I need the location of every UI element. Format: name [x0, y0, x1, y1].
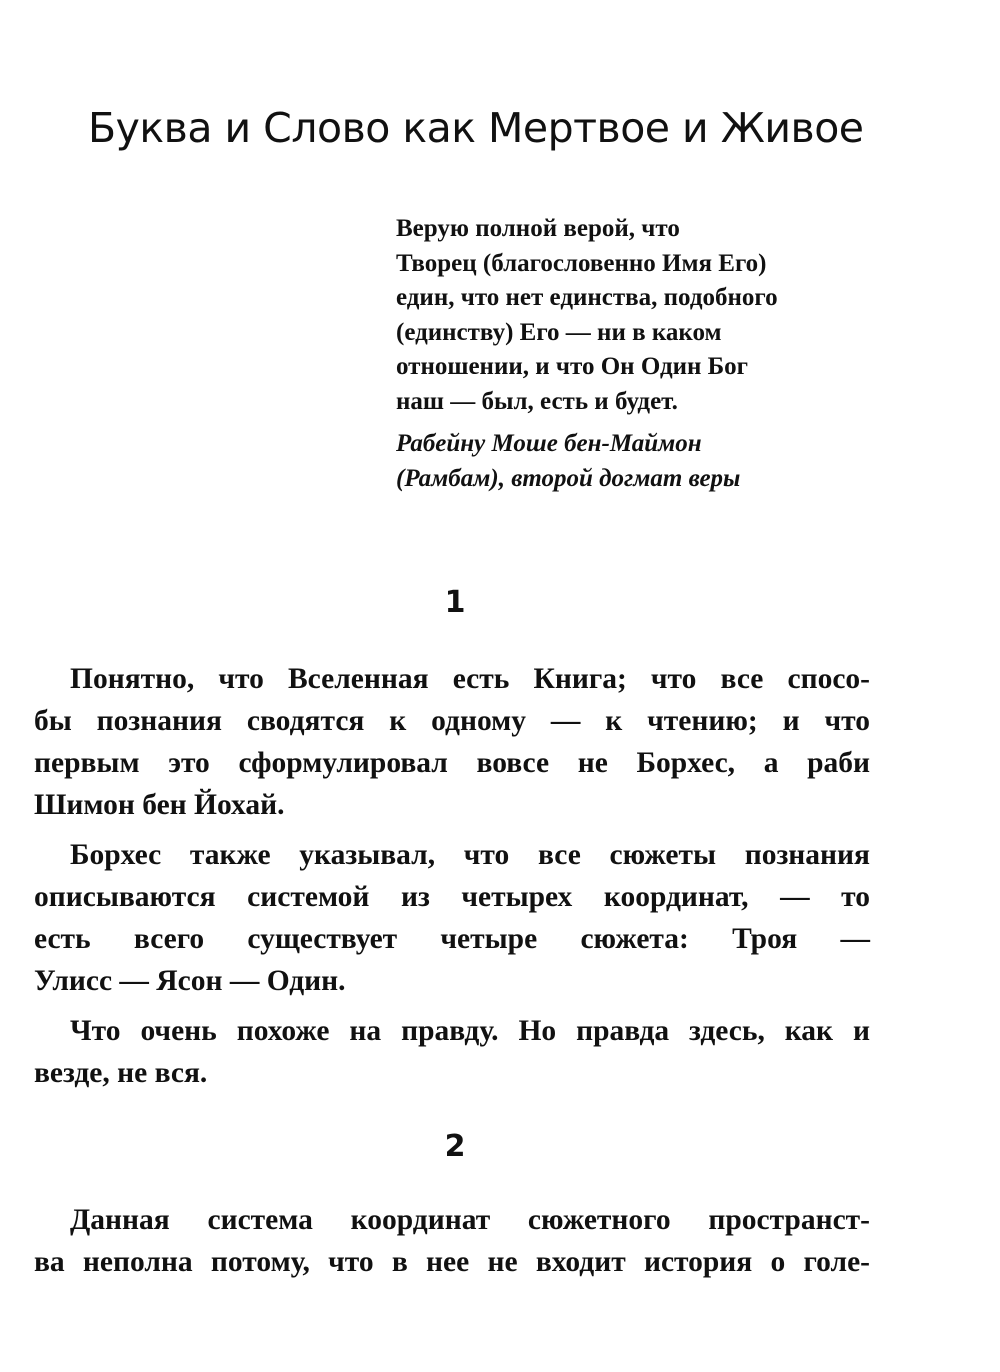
- text-line: Улисс — Ясон — Один.: [34, 965, 346, 997]
- epigraph-line: (единству) Его — ни в каком: [396, 318, 722, 346]
- chapter-title: Буква и Слово как Мертвое и Живое: [88, 104, 864, 152]
- epigraph: [396, 212, 866, 496]
- text-line: Борхес также указывал, что все сюжеты познания: [70, 839, 870, 871]
- epigraph-line: наш — был, есть и будет.: [396, 387, 678, 415]
- text-line: Данная система координат сюжетного пространст-: [70, 1204, 870, 1236]
- epigraph-line: Верую полной верой, что: [396, 215, 680, 242]
- section-number: 1: [444, 585, 466, 620]
- section-body: [34, 1199, 870, 1283]
- attribution-line: Рабейну Моше бен-Маймон: [396, 430, 702, 457]
- attribution-line: (Рамбам), второй догмат веры: [396, 464, 741, 492]
- epigraph-line: един, что нет единства, подобного: [396, 284, 778, 311]
- epigraph-line: отношении, и что Он Один Бог: [396, 353, 749, 380]
- text-line: ва неполна потому, что в нее не входит история о голе-: [34, 1246, 870, 1278]
- text-line: есть всего существует четыре сюжета: Троя —: [34, 923, 870, 955]
- text-line: Шимон бен Йохай.: [34, 789, 285, 821]
- text-line: первым это сформулировал вовсе не Борхес, а раби: [34, 747, 870, 779]
- paragraph: [34, 658, 870, 826]
- text-line: Понятно, что Вселенная есть Книга; что все спосо-: [70, 663, 870, 695]
- section-body: [34, 658, 870, 1094]
- epigraph-line: Творец (благословенно Имя Его): [396, 249, 767, 277]
- paragraph: [34, 834, 870, 1002]
- paragraph: [34, 1010, 870, 1094]
- section-number: 2: [444, 1129, 466, 1164]
- epigraph-attribution: [396, 427, 866, 496]
- text-line: везде, не вся.: [34, 1057, 208, 1089]
- text-line: Что очень похоже на правду. Но правда здесь, как и: [70, 1015, 870, 1047]
- text-line: описываются системой из четырех координат, — то: [34, 881, 870, 913]
- paragraph: [34, 1199, 870, 1283]
- text-line: бы познания сводятся к одному — к чтению; и что: [34, 705, 870, 737]
